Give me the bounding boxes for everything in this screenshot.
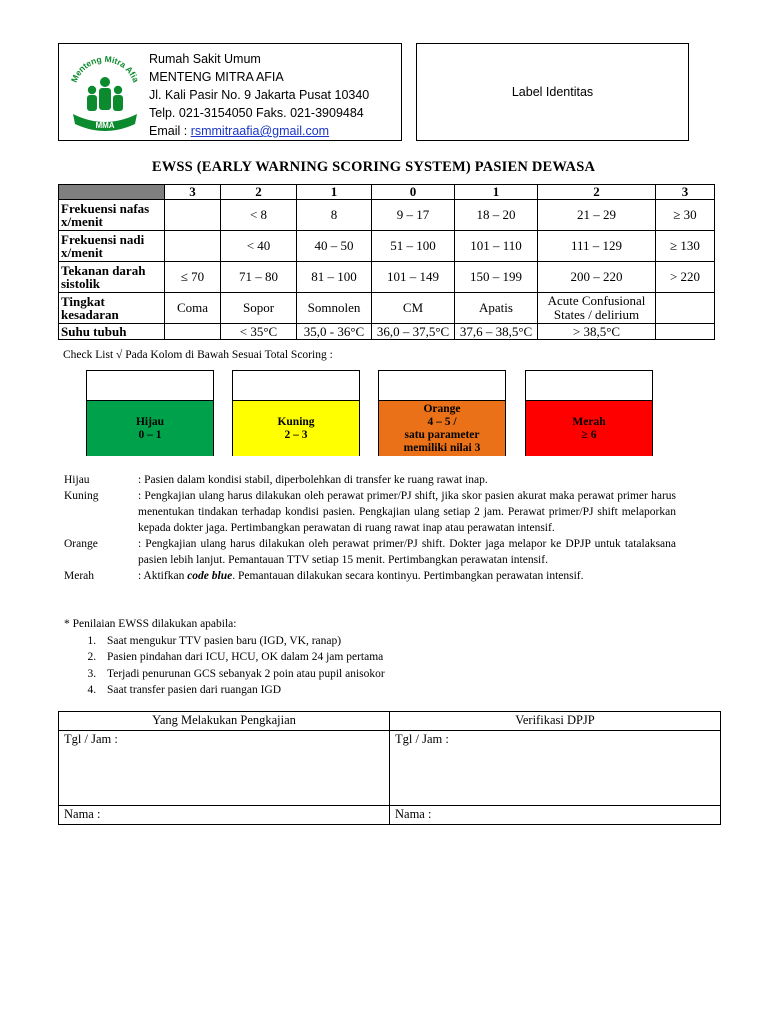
table-row-systolic-pressure [59,262,715,293]
score-cell: > 38,5°C [538,324,656,340]
checklist-caption: Check List √ Pada Kolom di Bawah Sesuai Total Scoring : [63,349,333,361]
score-cell: ≥ 130 [656,231,715,262]
signature-header-row [59,712,721,731]
category-extra: memiliki nilai 3 [403,441,481,454]
table-row-consciousness [59,293,715,324]
category-legend [64,472,676,584]
score-cell: Acute Confusional States / delirium [538,293,656,324]
legend-term: Hijau [64,474,90,486]
legend-row-orange [64,536,676,568]
assessment-notes [64,616,385,699]
score-header-cell: 1 [455,185,538,200]
score-cell: > 220 [656,262,715,293]
score-cell: Apatis [455,293,538,324]
category-yellow-box [232,370,360,456]
ewss-score-table [58,184,715,340]
signature-table [58,711,721,825]
category-orange-box [378,370,506,456]
score-cell: CM [372,293,455,324]
legend-row-green [64,472,676,488]
param-label: Frekuensi nafas x/menit [59,200,165,231]
score-header-cell: 2 [221,185,297,200]
assessor-heading: Yang Melakukan Pengkajian [59,712,390,731]
category-green-label [87,401,213,456]
category-range: 4 – 5 / [427,415,457,428]
score-header-cell: 2 [538,185,656,200]
hospital-address: Jl. Kali Pasir No. 9 Jakarta Pusat 10340 [149,88,370,102]
score-cell: < 35°C [221,324,297,340]
table-row-body-temperature [59,324,715,340]
hospital-type: Rumah Sakit Umum [149,52,261,66]
score-cell: 101 – 110 [455,231,538,262]
legend-desc-emphasis: code blue [187,570,233,582]
score-cell: Sopor [221,293,297,324]
category-orange-label [379,401,505,456]
table-row-pulse-rate [59,231,715,262]
legend-term: Orange [64,538,98,550]
legend-desc [138,568,676,584]
score-cell: 35,0 - 36°C [297,324,372,340]
dpjp-heading: Verifikasi DPJP [390,712,721,731]
list-item: 3. Terjadi penurunan GCS sebanyak 2 poin atau pupil anisokor [99,666,385,683]
legend-desc: : Pengkajian ulang harus dilakukan oleh perawat primer/PJ shift, jika skor pasien akurat maka perawat primer harus menentukan tindakan terhadap kondisi pasien. Pengkajian ulang setiap 2 jam. Perawat primer/PJ shift melaporkan kepada dokter jaga. Pertimbangkan perawatan di ruang rawat inap atau perawatan intensif. [138,490,676,534]
score-cell [656,293,715,324]
checkbox-green[interactable] [87,371,213,401]
category-name: Hijau [135,415,165,428]
category-yellow-label [233,401,359,456]
legend-desc-prefix: : Aktifkan [138,570,188,582]
param-label: Tekanan darah sistolik [59,262,165,293]
legend-desc: : Pasien dalam kondisi stabil, diperbolehkan di transfer ke ruang rawat inap. [138,474,488,486]
legend-row-red [64,568,676,584]
score-cell: 150 – 199 [455,262,538,293]
score-cell: 21 – 29 [538,200,656,231]
score-cell: Somnolen [297,293,372,324]
param-label: Frekuensi nadi x/menit [59,231,165,262]
score-cell: ≤ 70 [165,262,221,293]
score-cell [165,231,221,262]
header-corner-cell [59,185,165,200]
score-cell: 111 – 129 [538,231,656,262]
score-cell: 71 – 80 [221,262,297,293]
category-green-box [86,370,214,456]
hospital-phone: Telp. 021-3154050 Faks. 021-3909484 [149,106,364,120]
score-header-cell: 0 [372,185,455,200]
svg-text:Menteng Mitra Afia: Menteng Mitra Afia [68,53,142,84]
assessor-name-field[interactable]: Nama : [59,806,390,825]
svg-text:MMA: MMA [95,121,115,130]
param-label: Suhu tubuh [59,324,165,340]
list-item: 2. Pasien pindahan dari ICU, HCU, OK dalam 24 jam pertama [99,649,385,666]
score-cell [165,200,221,231]
legend-term: Merah [64,570,95,582]
score-cell: 101 – 149 [372,262,455,293]
score-cell: 18 – 20 [455,200,538,231]
score-cell: 200 – 220 [538,262,656,293]
score-header-row [59,185,715,200]
score-cell: ≥ 30 [656,200,715,231]
legend-term: Kuning [64,490,99,502]
score-header-cell: 3 [656,185,715,200]
score-cell: 51 – 100 [372,231,455,262]
category-red-label [526,401,652,456]
hospital-info-box [58,43,402,141]
score-cell [165,324,221,340]
score-cell: < 8 [221,200,297,231]
score-cell: 8 [297,200,372,231]
category-red-box [525,370,653,456]
hospital-address-block [149,50,369,140]
email-link[interactable]: rsmmitraafia@gmail.com [190,124,330,138]
legend-desc: : Pengkajian ulang harus dilakukan oleh perawat primer/PJ shift. Dokter jaga melapor ke DPJP untuk tatalaksana pasien lebih lanjut. Pemantauan TTV setiap 15 menit. Pertimbangkan perawatan intensif. [138,538,676,566]
category-range: ≥ 6 [581,428,597,441]
notes-heading: * Penilaian EWSS dilakukan apabila: [64,618,237,630]
score-cell: 9 – 17 [372,200,455,231]
list-item: 4. Saat transfer pasien dari ruangan IGD [99,682,385,699]
score-cell: Coma [165,293,221,324]
dpjp-date-field[interactable]: Tgl / Jam : [390,731,721,806]
list-item: 1. Saat mengukur TTV pasien baru (IGD, VK, ranap) [99,633,385,650]
score-cell: 36,0 – 37,5°C [372,324,455,340]
checkbox-orange[interactable] [379,371,505,401]
category-extra: satu parameter [404,428,480,441]
document-title: EWSS (EARLY WARNING SCORING SYSTEM) PASIEN DEWASA [151,159,596,175]
hospital-name: MENTENG MITRA AFIA [149,70,284,84]
notes-list [64,633,385,699]
score-header-cell: 1 [297,185,372,200]
checkbox-yellow[interactable] [233,371,359,401]
legend-row-yellow [64,488,676,536]
dpjp-name-field[interactable]: Nama : [390,806,721,825]
hospital-logo-icon [65,48,145,136]
score-cell: 40 – 50 [297,231,372,262]
category-range: 0 – 1 [138,428,162,441]
param-label: Tingkat kesadaran [59,293,165,324]
identity-label: Label Identitas [511,85,594,99]
score-cell: < 40 [221,231,297,262]
category-name: Kuning [277,415,315,428]
category-range: 2 – 3 [284,428,308,441]
score-cell [656,324,715,340]
table-row-respiratory-rate [59,200,715,231]
checkbox-red[interactable] [526,371,652,401]
category-name: Orange [423,402,461,415]
signature-date-row [59,731,721,806]
legend-desc-suffix: . Pemantauan dilakukan secara kontinyu. Pertimbangkan perawatan intensif. [232,570,584,582]
assessor-date-field[interactable]: Tgl / Jam : [59,731,390,806]
score-header-cell: 3 [165,185,221,200]
score-cell: 81 – 100 [297,262,372,293]
email-label: Email : [149,124,191,138]
score-cell: 37,6 – 38,5°C [455,324,538,340]
identity-label-box [416,43,689,141]
signature-name-row [59,806,721,825]
category-name: Merah [572,415,606,428]
hospital-email-line [149,122,369,140]
